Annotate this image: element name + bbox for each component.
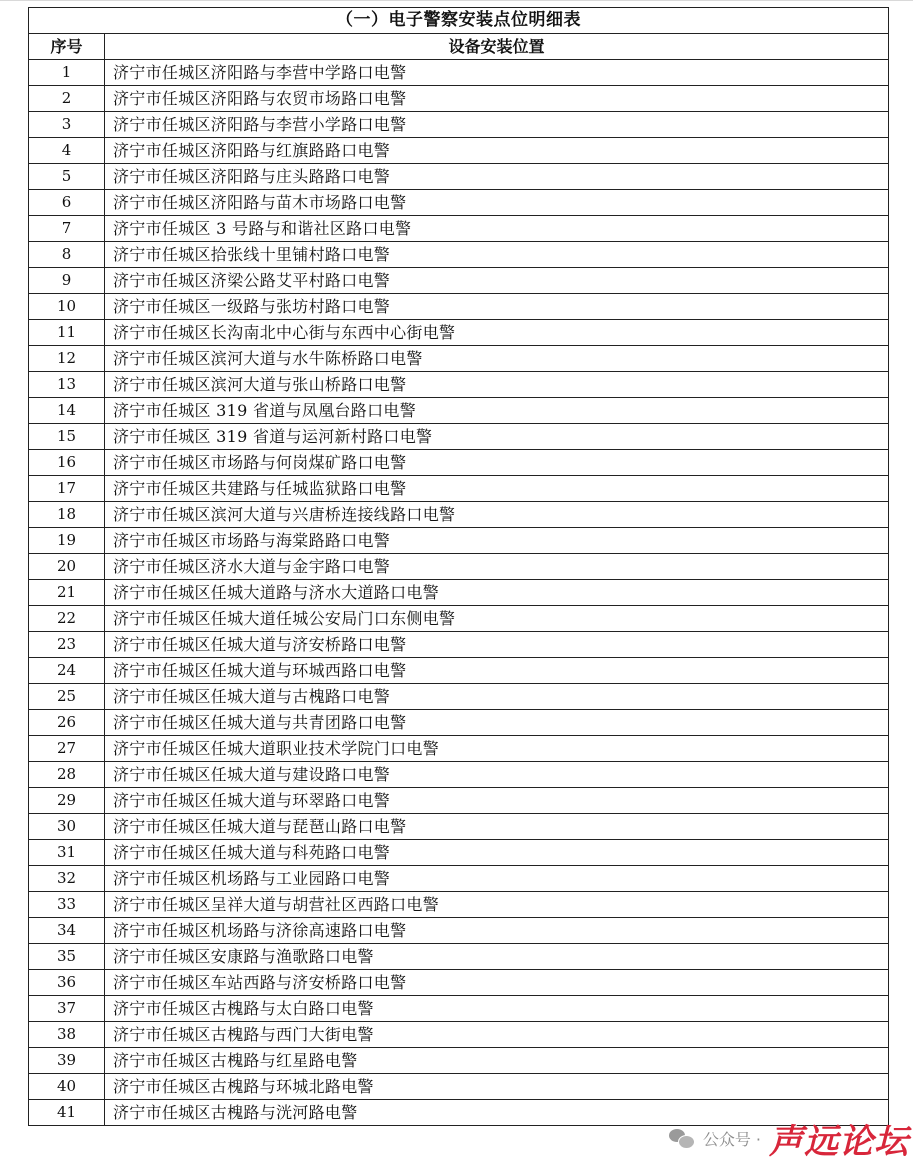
table-row (29, 892, 889, 918)
row-location: 济宁市任城区任城大道与古槐路口电警 (105, 684, 889, 710)
row-number: 23 (29, 632, 105, 658)
row-location: 济宁市任城区一级路与张坊村路口电警 (105, 294, 889, 320)
table-row (29, 970, 889, 996)
row-number: 22 (29, 606, 105, 632)
row-number: 36 (29, 970, 105, 996)
watermark-account-label: 公众号 · (702, 1129, 761, 1149)
row-location: 济宁市任城区安康路与渔歌路口电警 (105, 944, 889, 970)
row-number: 37 (29, 996, 105, 1022)
row-location: 济宁市任城区任城大道与济安桥路口电警 (105, 632, 889, 658)
row-location: 济宁市任城区古槐路与西门大街电警 (105, 1022, 889, 1048)
row-location: 济宁市任城区市场路与海棠路路口电警 (105, 528, 889, 554)
row-location: 济宁市任城区济阳路与李营小学路口电警 (105, 112, 889, 138)
row-location: 济宁市任城区济阳路与李营中学路口电警 (105, 60, 889, 86)
table-row (29, 632, 889, 658)
row-location: 济宁市任城区济阳路与农贸市场路口电警 (105, 86, 889, 112)
table-row (29, 580, 889, 606)
table-row (29, 372, 889, 398)
table-row (29, 762, 889, 788)
table-body (29, 60, 889, 1126)
row-number: 24 (29, 658, 105, 684)
row-location: 济宁市任城区市场路与何岗煤矿路口电警 (105, 450, 889, 476)
table-row (29, 1048, 889, 1074)
row-location: 济宁市任城区古槐路与太白路口电警 (105, 996, 889, 1022)
row-number: 4 (29, 138, 105, 164)
table-row (29, 1074, 889, 1100)
table-row (29, 944, 889, 970)
table-row (29, 684, 889, 710)
row-number: 25 (29, 684, 105, 710)
row-number: 10 (29, 294, 105, 320)
row-number: 3 (29, 112, 105, 138)
row-number: 1 (29, 60, 105, 86)
row-number: 26 (29, 710, 105, 736)
table-row (29, 502, 889, 528)
row-number: 17 (29, 476, 105, 502)
row-location: 济宁市任城区任城大道与科苑路口电警 (105, 840, 889, 866)
table-row (29, 554, 889, 580)
row-number: 27 (29, 736, 105, 762)
table-row (29, 424, 889, 450)
row-location: 济宁市任城区滨河大道与水牛陈桥路口电警 (105, 346, 889, 372)
row-number: 12 (29, 346, 105, 372)
row-location: 济宁市任城区任城大道与琵琶山路口电警 (105, 814, 889, 840)
document-table-container (28, 7, 888, 1126)
table-row (29, 164, 889, 190)
row-location: 济宁市任城区古槐路与红星路电警 (105, 1048, 889, 1074)
row-location: 济宁市任城区呈祥大道与胡营社区西路口电警 (105, 892, 889, 918)
row-number: 16 (29, 450, 105, 476)
row-location: 济宁市任城区任城大道路与济水大道路口电警 (105, 580, 889, 606)
row-number: 39 (29, 1048, 105, 1074)
row-location: 济宁市任城区机场路与工业园路口电警 (105, 866, 889, 892)
row-location: 济宁市任城区任城大道与建设路口电警 (105, 762, 889, 788)
table-row (29, 190, 889, 216)
row-location: 济宁市任城区济水大道与金宇路口电警 (105, 554, 889, 580)
row-location: 济宁市任城区滨河大道与兴唐桥连接线路口电警 (105, 502, 889, 528)
row-location: 济宁市任城区滨河大道与张山桥路口电警 (105, 372, 889, 398)
table-row (29, 450, 889, 476)
row-location: 济宁市任城区任城大道与环翠路口电警 (105, 788, 889, 814)
row-number: 31 (29, 840, 105, 866)
table-row (29, 1022, 889, 1048)
row-number: 35 (29, 944, 105, 970)
table-row (29, 476, 889, 502)
row-number: 28 (29, 762, 105, 788)
table-row (29, 996, 889, 1022)
row-number: 6 (29, 190, 105, 216)
column-header-location: 设备安装位置 (105, 34, 889, 60)
table-row (29, 918, 889, 944)
row-number: 13 (29, 372, 105, 398)
row-location: 济宁市任城区机场路与济徐高速路口电警 (105, 918, 889, 944)
row-location: 济宁市任城区 319 省道与凤凰台路口电警 (105, 398, 889, 424)
row-number: 21 (29, 580, 105, 606)
table-row (29, 606, 889, 632)
table-row (29, 788, 889, 814)
row-location: 济宁市任城区济阳路与苗木市场路口电警 (105, 190, 889, 216)
page-top-border (0, 0, 913, 1)
row-number: 33 (29, 892, 105, 918)
row-location: 济宁市任城区济阳路与庄头路路口电警 (105, 164, 889, 190)
table-row (29, 320, 889, 346)
row-number: 15 (29, 424, 105, 450)
install-location-table (28, 7, 889, 1126)
row-number: 5 (29, 164, 105, 190)
table-title: （一）电子警察安装点位明细表 (29, 8, 889, 34)
column-header-no: 序号 (29, 34, 105, 60)
row-number: 11 (29, 320, 105, 346)
wechat-icon (669, 1127, 695, 1149)
row-number: 2 (29, 86, 105, 112)
row-location: 济宁市任城区拾张线十里铺村路口电警 (105, 242, 889, 268)
row-number: 8 (29, 242, 105, 268)
row-number: 34 (29, 918, 105, 944)
row-location: 济宁市任城区古槐路与环城北路电警 (105, 1074, 889, 1100)
row-number: 38 (29, 1022, 105, 1048)
row-location: 济宁市任城区长沟南北中心街与东西中心街电警 (105, 320, 889, 346)
row-number: 7 (29, 216, 105, 242)
row-location: 济宁市任城区济梁公路艾平村路口电警 (105, 268, 889, 294)
watermark-logo: 声远论坛 (769, 1121, 909, 1162)
table-row (29, 528, 889, 554)
row-number: 14 (29, 398, 105, 424)
row-location: 济宁市任城区任城大道职业技术学院门口电警 (105, 736, 889, 762)
table-row (29, 216, 889, 242)
table-row (29, 1100, 889, 1126)
table-row (29, 138, 889, 164)
row-number: 20 (29, 554, 105, 580)
table-row (29, 346, 889, 372)
table-row (29, 242, 889, 268)
row-number: 9 (29, 268, 105, 294)
row-number: 19 (29, 528, 105, 554)
table-row (29, 112, 889, 138)
table-row (29, 866, 889, 892)
row-location: 济宁市任城区古槐路与洸河路电警 (105, 1100, 889, 1126)
row-number: 41 (29, 1100, 105, 1126)
table-row (29, 736, 889, 762)
table-row (29, 86, 889, 112)
row-location: 济宁市任城区任城大道与环城西路口电警 (105, 658, 889, 684)
table-row (29, 268, 889, 294)
table-row (29, 294, 889, 320)
table-row (29, 60, 889, 86)
row-number: 29 (29, 788, 105, 814)
table-row (29, 710, 889, 736)
table-row (29, 840, 889, 866)
table-header-row (29, 34, 889, 60)
table-row (29, 398, 889, 424)
row-location: 济宁市任城区 319 省道与运河新村路口电警 (105, 424, 889, 450)
row-location: 济宁市任城区车站西路与济安桥路口电警 (105, 970, 889, 996)
table-title-row (29, 8, 889, 34)
row-location: 济宁市任城区任城大道与共青团路口电警 (105, 710, 889, 736)
row-location: 济宁市任城区任城大道任城公安局门口东侧电警 (105, 606, 889, 632)
row-number: 18 (29, 502, 105, 528)
row-location: 济宁市任城区济阳路与红旗路路口电警 (105, 138, 889, 164)
row-number: 32 (29, 866, 105, 892)
row-location: 济宁市任城区共建路与任城监狱路口电警 (105, 476, 889, 502)
table-row (29, 814, 889, 840)
row-location: 济宁市任城区 3 号路与和谐社区路口电警 (105, 216, 889, 242)
row-number: 30 (29, 814, 105, 840)
row-number: 40 (29, 1074, 105, 1100)
table-row (29, 658, 889, 684)
